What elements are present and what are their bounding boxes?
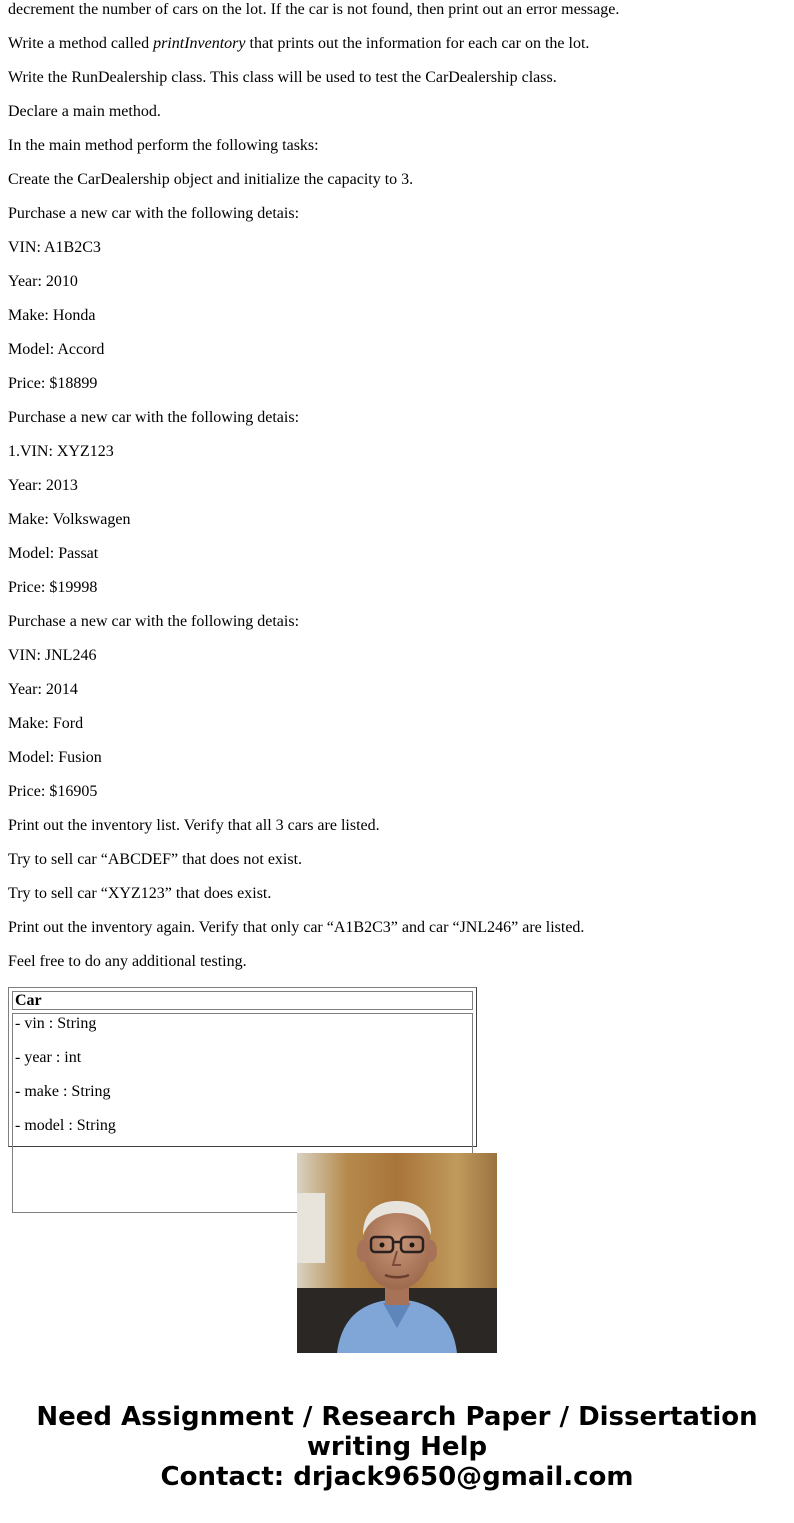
paragraph: Create the CarDealership object and initialize the capacity to 3. [8, 171, 414, 188]
paragraph: Year: 2014 [8, 681, 78, 698]
uml-attribute: - model : String [15, 1117, 116, 1134]
banner-line-2: writing Help [306, 1432, 488, 1462]
paragraph: Purchase a new car with the following detais: [8, 409, 300, 426]
uml-attribute: - make : String [15, 1083, 111, 1100]
paragraph: Make: Ford [8, 715, 84, 732]
paragraph: Write the RunDealership class. This class will be used to test the CarDealership class. [8, 69, 557, 86]
paragraph: Purchase a new car with the following detais: [8, 205, 300, 222]
banner-contact[interactable]: Contact: drjack9650@gmail.com [160, 1462, 634, 1492]
paragraph: Try to sell car “XYZ123” that does exist. [8, 885, 272, 902]
paragraph: Feel free to do any additional testing. [8, 953, 247, 970]
paragraph: Purchase a new car with the following detais: [8, 613, 300, 630]
paragraph: Model: Fusion [8, 749, 102, 766]
uml-attribute: - vin : String [15, 1015, 97, 1032]
paragraph: Try to sell car “ABCDEF” that does not exist. [8, 851, 303, 868]
paragraph-text: that prints out the information for each car on the lot. [245, 35, 590, 52]
paragraph: VIN: JNL246 [8, 647, 97, 664]
paragraph: Year: 2010 [8, 273, 78, 290]
paragraph: Declare a main method. [8, 103, 161, 120]
paragraph-text: Write a method called [8, 35, 154, 52]
paragraph: decrement the number of cars on the lot. If the car is not found, then print out an error message. [8, 1, 620, 18]
presenter-portrait-icon [297, 1153, 497, 1353]
method-name: printInventory [153, 35, 246, 52]
paragraph: Year: 2013 [8, 477, 78, 494]
paragraph: In the main method perform the following tasks: [8, 137, 319, 154]
paragraph: Model: Accord [8, 341, 105, 358]
paragraph-print-inventory [8, 34, 589, 53]
paragraph: Make: Honda [8, 307, 96, 324]
paragraph: Price: $16905 [8, 783, 98, 800]
paragraph: Print out the inventory list. Verify that all 3 cars are listed. [8, 817, 380, 834]
paragraph: Model: Passat [8, 545, 99, 562]
presenter-video-avatar[interactable] [297, 1153, 497, 1353]
paragraph: Price: $18899 [8, 375, 98, 392]
paragraph: Make: Volkswagen [8, 511, 131, 528]
banner-line-1: Need Assignment / Research Paper / Dissertation [36, 1402, 758, 1432]
uml-class-table [8, 987, 477, 1147]
paragraph: Price: $19998 [8, 579, 98, 596]
paragraph: 1.VIN: XYZ123 [8, 443, 114, 460]
uml-class-name: Car [12, 991, 473, 1010]
assignment-help-banner [0, 1402, 794, 1492]
uml-attribute: - year : int [15, 1049, 82, 1066]
paragraph: Print out the inventory again. Verify that only car “A1B2C3” and car “JNL246” are listed. [8, 919, 585, 936]
paragraph: VIN: A1B2C3 [8, 239, 101, 256]
